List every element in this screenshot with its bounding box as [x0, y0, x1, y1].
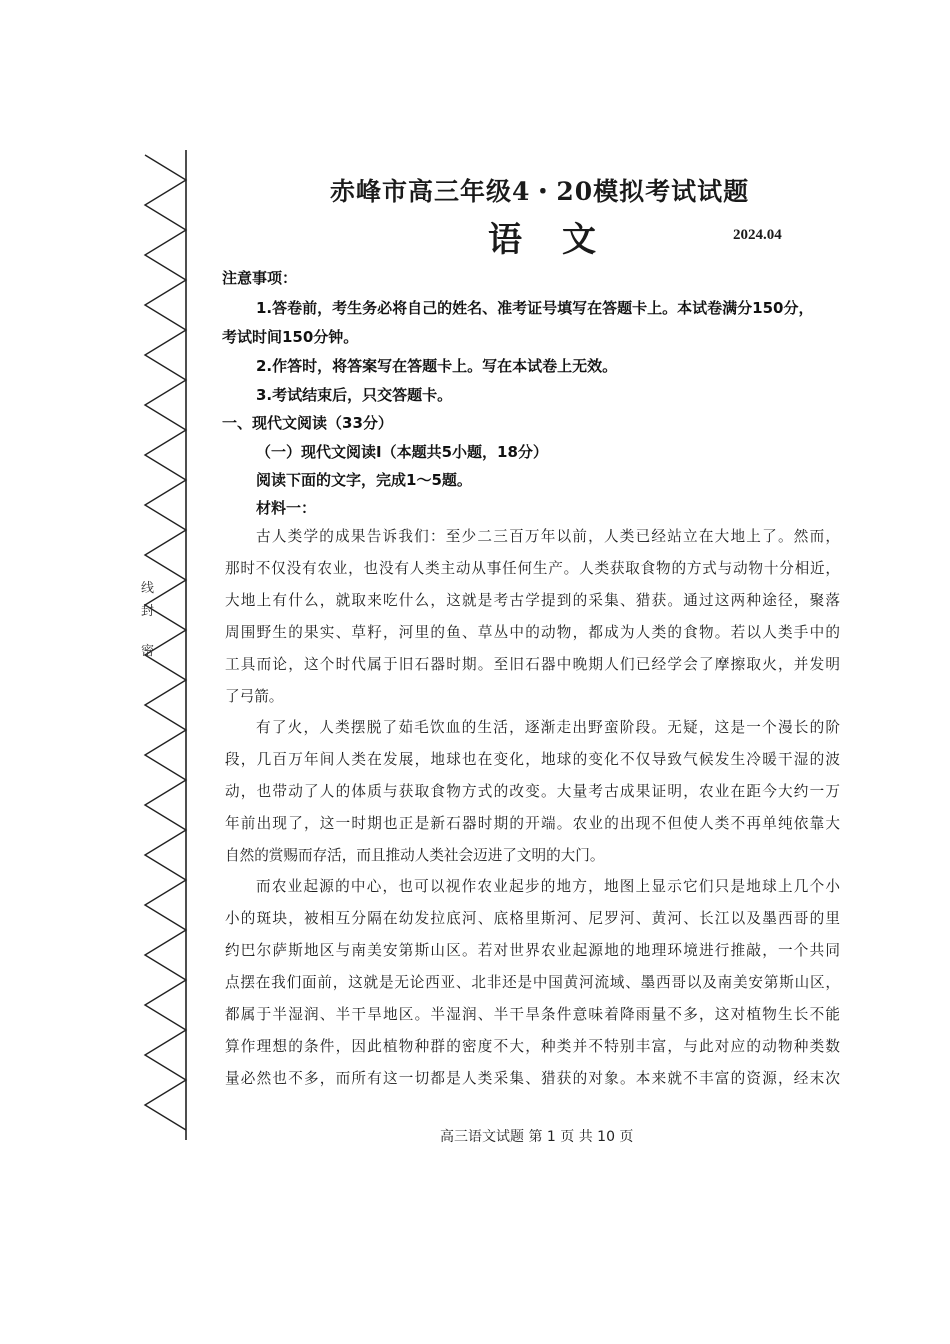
passage-line: 古人类学的成果告诉我们：至少二三百万年以前，人类已经站立在大地上了。然而， [256, 528, 840, 545]
material-label: 材料一： [256, 499, 317, 517]
notice-item-3: 3.考试结束后，只交答题卡。 [256, 386, 453, 404]
section-sub-heading: （一）现代文阅读Ⅰ（本题共5小题，18分） [256, 443, 548, 461]
page-footer: 高三语文试题 第 1 页 共 10 页 [440, 1129, 634, 1145]
exam-title: 赤峰市高三年级4・20模拟考试试题 [330, 177, 750, 206]
passage-line: 都属于半湿润、半干旱地区。半湿润、半干旱条件意味着降雨量不多，这对植物生长不能 [225, 1006, 840, 1023]
passage-line: 那时不仅没有农业，也没有人类主动从事任何生产。人类获取食物的方式与动物十分相近， [225, 560, 840, 577]
exam-subject: 语文 [488, 220, 636, 260]
notice-item-2: 2.作答时，将答案写在答题卡上。写在本试卷上无效。 [256, 357, 618, 375]
passage-line: 有了火，人类摆脱了茹毛饮血的生活，逐渐走出野蛮阶段。无疑，这是一个漫长的阶 [256, 719, 840, 736]
passage-line: 了弓箭。 [225, 688, 284, 705]
notice-item-1b: 考试时间150分钟。 [222, 328, 359, 346]
passage-line: 约巴尔萨斯地区与南美安第斯山区。若对世界农业起源地的地理环境进行推敲，一个共同 [225, 942, 840, 959]
passage-line: 年前出现了，这一时期也正是新石器时期的开端。农业的出现不但使人类不再单纯依靠大 [225, 815, 840, 832]
section-instruction: 阅读下面的文字，完成1～5题。 [256, 471, 472, 489]
passage-line: 点摆在我们面前，这就是无论西亚、北非还是中国黄河流域、墨西哥以及南美安第斯山区， [225, 974, 840, 991]
binding-label-xian: 线 [141, 581, 155, 596]
passage-line: 而农业起源的中心，也可以视作农业起步的地方，地图上显示它们只是地球上几个小 [256, 878, 840, 895]
passage-line: 周围野生的果实、草籽，河里的鱼、草丛中的动物，都成为人类的食物。若以人类手中的 [225, 624, 840, 641]
binding-label-mi: 密 [141, 644, 155, 659]
passage-line: 小的斑块，被相互分隔在幼发拉底河、底格里斯河、尼罗河、黄河、长江以及墨西哥的里 [225, 910, 840, 927]
passage-line: 算作理想的条件，因此植物种群的密度不大，种类并不特别丰富，与此对应的动物种类数 [225, 1038, 840, 1055]
binding-label-feng: 封 [141, 604, 155, 619]
passage-line: 自然的赏赐而存活，而且推动人类社会迈进了文明的大门。 [225, 847, 605, 864]
passage-line: 动，也带动了人的体质与获取食物方式的改变。大量考古成果证明，农业在距今大约一万 [225, 783, 840, 800]
passage-line: 段，几百万年间人类在发展，地球也在变化，地球的变化不仅导致气候发生冷暖干湿的波 [225, 751, 840, 768]
passage-line: 大地上有什么，就取来吃什么，这就是考古学提到的采集、猎获。通过这两种途径，聚落 [225, 592, 840, 609]
notice-item-1a: 1.答卷前，考生务必将自己的姓名、准考证号填写在答题卡上。本试卷满分150分， [256, 299, 814, 317]
passage-line: 量必然也不多，而所有这一切都是人类采集、猎获的对象。本来就不丰富的资源，经末次 [225, 1070, 840, 1087]
section-heading: 一、现代文阅读（33分） [222, 414, 393, 432]
exam-date: 2024.04 [733, 227, 782, 243]
notice-heading: 注意事项： [222, 269, 298, 287]
passage-line: 工具而论，这个时代属于旧石器时期。至旧石器中晚期人们已经学会了摩擦取火，并发明 [225, 656, 840, 673]
